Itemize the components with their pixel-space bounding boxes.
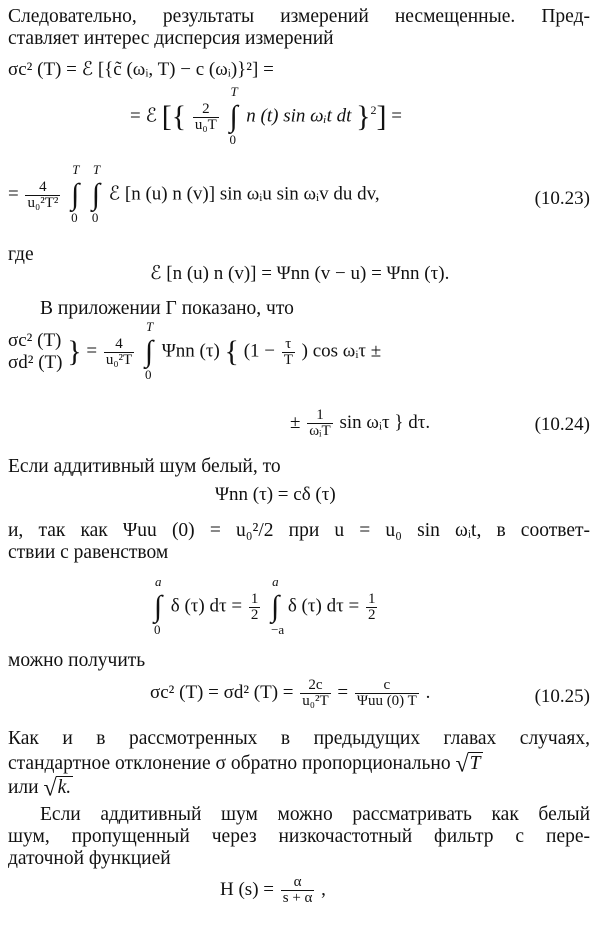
equation-variance-def: σc² (T) = ℰ [{c̃ (ωᵢ, T) − c (ωᵢ)}²] = [8, 59, 274, 80]
text-line: В приложении Г показано, что [40, 298, 294, 319]
equation-result: σc² (T) = σd² (T) = $\frac{2c}{\text{u₀²T}}$ = $\frac{c}{\text{Ψuu (0) T}}$ . [150, 677, 431, 709]
equation-transfer-function: H (s) = $\frac{\alpha}{s + \alpha}$ , [220, 874, 326, 906]
text-line: Если аддитивный шум можно рассматривать как белый [40, 804, 590, 825]
integral-sign: ∫ T 0 [229, 84, 238, 147]
text-line: даточной функцией [8, 848, 171, 869]
equation-variance-psi: σc² (T) σd² (T) } = $\frac{4}{\text{u₀²T}}$ ∫ T 0 Ψnn (τ) { (1 − $\frac{\tau}{T}$ ) cos ωᵢτ ± [8, 319, 382, 382]
equation-double-integral: = $\frac{4}{\text{u₀²T²}}$ ∫ T 0 ∫ T 0 ℰ [n (u) n (v)] sin ωᵢu sin ωᵢv du dv, [8, 162, 380, 225]
text-line: можно получить [8, 650, 146, 671]
text-line: или √k. [8, 775, 72, 802]
equation-white-noise: Ψnn (τ) = cδ (τ) [215, 484, 336, 505]
text-line: Если аддитивный шум белый, то [8, 456, 281, 477]
equation-number: (10.23) [534, 188, 590, 209]
text-line: ствии с равенством [8, 542, 169, 563]
equation-correlation: ℰ [n (u) n (v)] = Ψnn (v − u) = Ψnn (τ). [150, 263, 450, 284]
text-line: где [8, 244, 34, 265]
text-line: Следовательно, результаты измерений несмещенные. Пред- [8, 6, 590, 27]
text-line: и, так как Ψuu (0) = u₀²/2 при u = u₀ sin ωᵢt, в соответ- [8, 520, 590, 541]
text-line: Как и в рассмотренных в предыдущих главах случаях, [8, 728, 590, 749]
equation-number: (10.25) [534, 686, 590, 707]
text-line: стандартное отклонение σ обратно пропорционально √T [8, 751, 481, 778]
text-line: шум, пропущенный через низкочастотный фильтр с пере- [8, 826, 590, 847]
equation-delta-integral: ∫ a 0 δ (τ) dτ = $\frac{1}{2}$ ∫ a −a δ (τ) dτ = $\frac{1}{2}$ [153, 574, 376, 637]
equation-variance-expansion: = ℰ [{ $\frac{2}{\text{u₀T}}$ ∫ T 0 n (t) sin ωᵢt dt }$^2$] = [130, 84, 403, 147]
equation-continuation: ± $\frac{1}{\text{ωᵢT}}$ sin ωᵢτ } dτ. [290, 407, 431, 439]
text-line: ставляет интерес дисперсия измерений [8, 28, 334, 49]
equation-number: (10.24) [534, 414, 590, 435]
